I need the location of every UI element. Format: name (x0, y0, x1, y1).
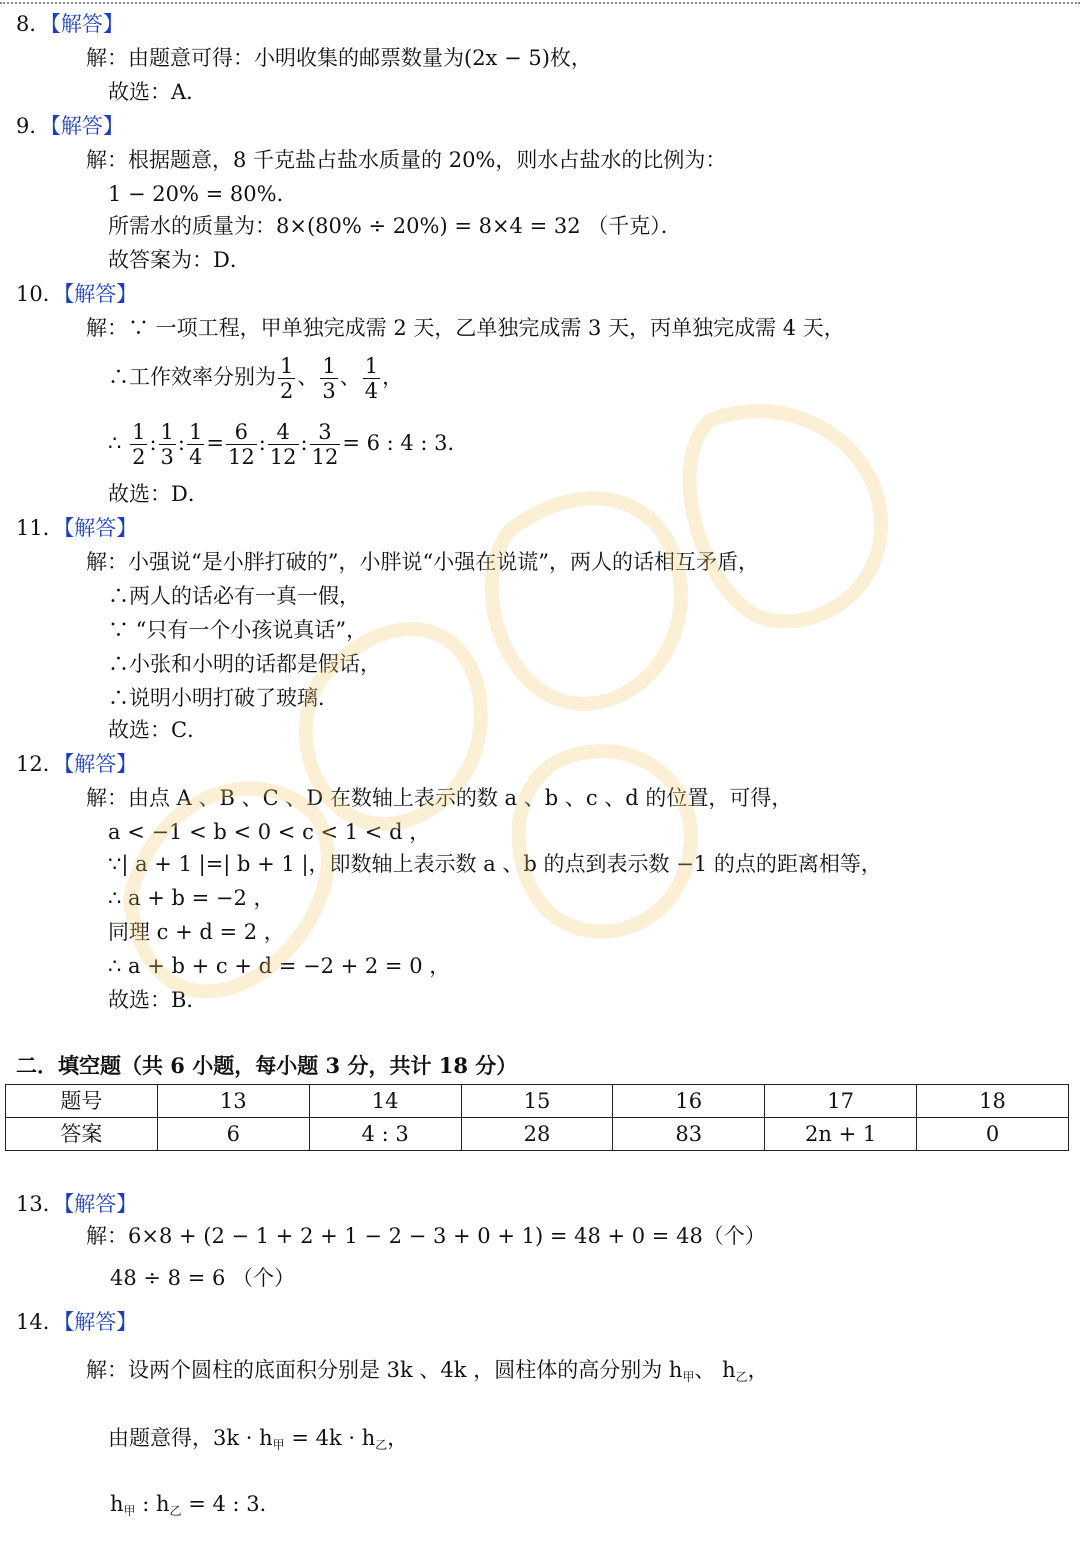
fraction: $\frac{1}{2}$ (132, 420, 146, 469)
problem-9-header (16, 112, 124, 140)
problem-number: 10． (16, 282, 64, 306)
fraction: $\frac{3}{12}$ (311, 420, 339, 469)
problem-12-line: 故选：B． (108, 988, 208, 1012)
problem-number: 8． (16, 12, 51, 36)
problem-12-line: 解：由点 A 、B 、C 、D 在数轴上表示的数 a 、b 、c 、d 的位置，可得， (86, 786, 793, 810)
problem-number: 11． (16, 516, 64, 540)
fraction: $\frac{1}{4}$ (188, 420, 203, 469)
table-cell: 2n + 1 (765, 1118, 917, 1151)
table-cell: 0 (917, 1118, 1069, 1151)
problem-number: 13． (16, 1192, 64, 1216)
problem-10-line: 故选：D． (108, 482, 209, 506)
table-cell: 18 (917, 1085, 1069, 1118)
problem-number: 9． (16, 114, 51, 138)
problem-11-line: 解：小强说“是小胖打破的”，小胖说“小强在说谎”，两人的话相互矛盾， (86, 550, 759, 574)
problem-11-line: ∴两人的话必有一真一假， (108, 584, 360, 608)
problem-number: 12． (16, 752, 64, 776)
fraction: $\frac{6}{12}$ (227, 420, 255, 469)
problem-12-line: ∴ a + b + c + d = −2 + 2 = 0 ， (108, 954, 451, 978)
table-row (6, 1118, 1069, 1151)
table-cell: 13 (157, 1085, 309, 1118)
fraction: $\frac{1}{4}$ (364, 354, 379, 403)
table-cell: 4 : 3 (309, 1118, 461, 1151)
problem-11-line: ∴小张和小明的话都是假话， (108, 652, 381, 676)
answer-table (5, 1084, 1069, 1151)
problem-10-header (16, 280, 137, 308)
fraction: $\frac{4}{12}$ (269, 420, 297, 469)
ratio-line: ∴ $\frac{1}{2}$ : $\frac{1}{3}$ : $\frac{1}{4}$ = $\frac{6}{12}$ : $\frac{4}{12}$ : $\frac{3}{12}$ = 6 : 4 : 3． (108, 420, 469, 469)
table-cell: 17 (765, 1085, 917, 1118)
table-cell: 16 (613, 1085, 765, 1118)
table-cell: 题号 (6, 1085, 158, 1118)
efficiency-text: ∴工作效率分别为 (108, 365, 276, 389)
problem-9-line: 所需水的质量为：8×(80% ÷ 20%) = 8×4 = 32 （千克）． (108, 214, 682, 238)
section-title: 二．填空题（共 6 小题，每小题 3 分，共计 18 分） (16, 1053, 518, 1078)
problem-14-line: 由题意得，$3k \cdot h_甲 = 4k \cdot h_乙$， (108, 1426, 409, 1452)
table-cell: 15 (461, 1085, 613, 1118)
problem-14-line: $h_甲$ : $h_乙 = 4$ : 3． (110, 1492, 281, 1518)
answer-tag: 【解答】 (50, 114, 124, 138)
problem-number: 14． (16, 1310, 64, 1334)
fraction: $\frac{1}{2}$ (280, 354, 294, 403)
problem-12-line: ∴ a + b = −2 ， (108, 886, 275, 910)
table-cell: 28 (461, 1118, 613, 1151)
answer-tag: 【解答】 (63, 282, 138, 306)
problem-9-line: 故答案为：D． (108, 248, 251, 272)
problem-12-line: a < −1 < b < 0 < c < 1 < d ， (108, 820, 431, 844)
problem-13-line: 解：6×8 + (2 − 1 + 2 + 1 − 2 − 3 + 0 + 1) = 48 + 0 = 48（个） (86, 1224, 766, 1248)
fraction: $\frac{1}{3}$ (322, 354, 336, 403)
fraction: $\frac{1}{3}$ (160, 420, 174, 469)
efficiency-line: ∴工作效率分别为 $\frac{1}{2}$ 、 $\frac{1}{3}$ 、 $\frac{1}{4}$ ， (108, 354, 404, 403)
problem-8-line: 故选：A． (108, 80, 208, 104)
problem-12-line: 同理 c + d = 2 ， (108, 920, 285, 944)
problem-10-line: 解：∵ 一项工程，甲单独完成需 2 天，乙单独完成需 3 天，丙单独完成需 4 天， (86, 316, 845, 340)
top-dotted-rule (0, 2, 1080, 4)
answer-tag: 【解答】 (63, 516, 138, 540)
problem-11-line: ∴说明小明打破了玻璃． (108, 686, 339, 710)
table-cell: 6 (157, 1118, 309, 1151)
problem-13-line: 48 ÷ 8 = 6 （个） (110, 1266, 296, 1290)
problem-14-header (16, 1308, 137, 1336)
table-cell: 14 (309, 1085, 461, 1118)
answer-tag: 【解答】 (50, 12, 124, 36)
table-cell: 83 (613, 1118, 765, 1151)
problem-11-header (16, 514, 137, 542)
answer-tag: 【解答】 (63, 1310, 138, 1334)
table-cell: 答案 (6, 1118, 158, 1151)
table-row (6, 1085, 1069, 1118)
problem-9-line: 解：根据题意，8 千克盐占盐水质量的 20%，则水占盐水的比例为： (86, 148, 727, 172)
problem-11-line: ∵ “只有一个小孩说真话”， (108, 618, 368, 642)
problem-8-header (16, 10, 124, 38)
answer-tag: 【解答】 (63, 752, 138, 776)
problem-14-line: 解：设两个圆柱的底面积分别是 3k 、4k ，圆柱体的高分别为 $h_甲$、 $h_乙$， (86, 1358, 769, 1384)
problem-12-header (16, 750, 137, 778)
answer-tag: 【解答】 (63, 1192, 138, 1216)
problem-8-line: 解：由题意可得：小明收集的邮票数量为(2x − 5)枚， (86, 46, 592, 70)
problem-12-line: ∵| a + 1 |=| b + 1 |，即数轴上表示数 a 、b 的点到表示数 −1 的点的距离相等， (108, 852, 882, 876)
problem-11-line: 故选：C． (108, 718, 209, 742)
problem-13-header (16, 1190, 137, 1218)
problem-9-line: 1 − 20% = 80%． (108, 182, 298, 206)
